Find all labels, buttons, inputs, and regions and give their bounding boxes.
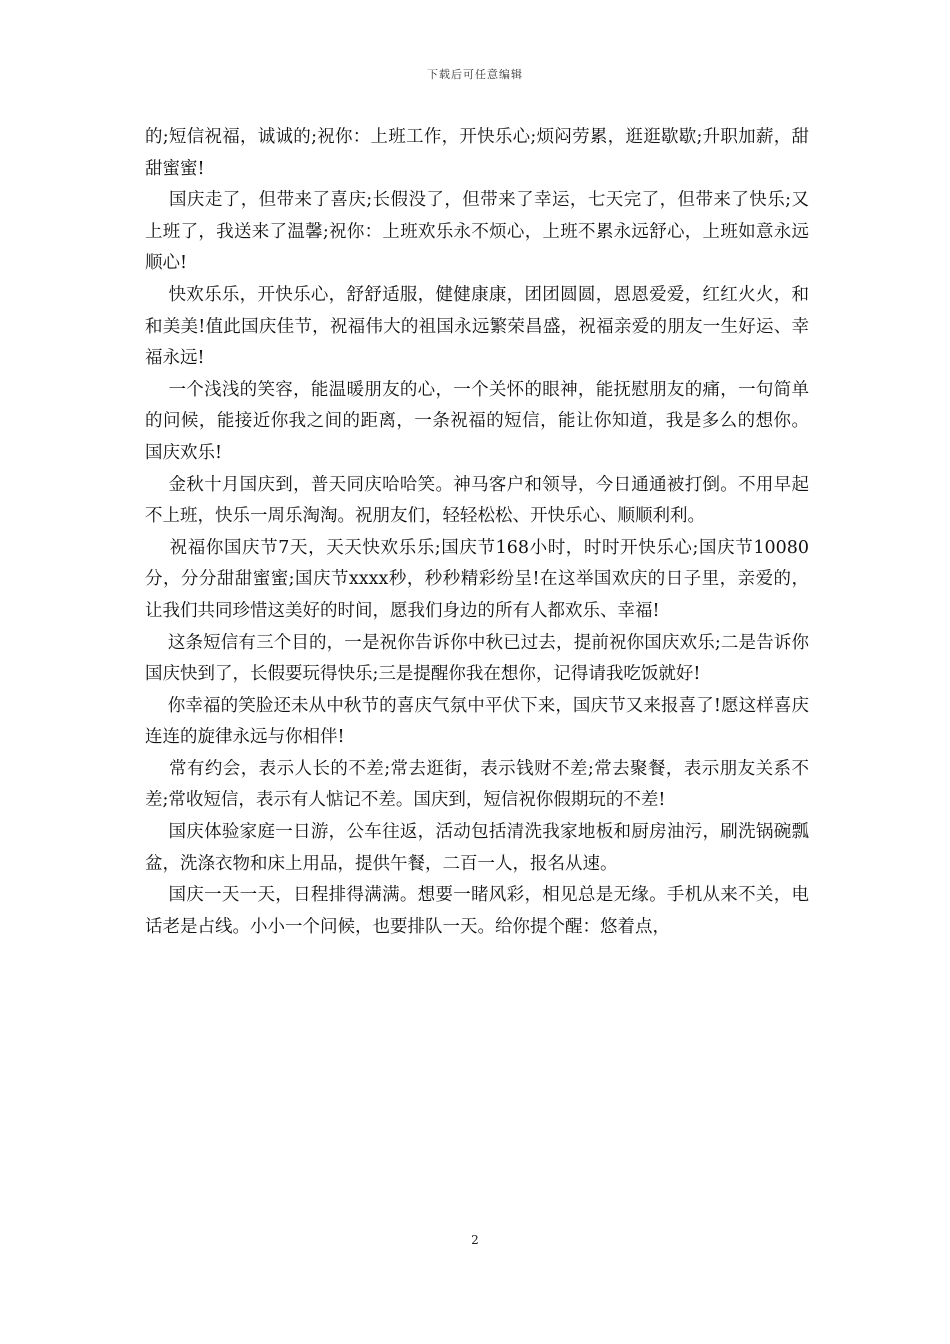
paragraph-3: 快欢乐乐，开快乐心，舒舒适服，健健康康，团团圆圆，恩恩爱爱，红红火火，和和美美!值此国庆佳节，祝福伟大的祖国永远繁荣昌盛，祝福亲爱的朋友一生好运、幸福永远! (145, 284, 809, 369)
document-body (145, 122, 809, 943)
paragraph-7: 这条短信有三个目的，一是祝你告诉你中秋已过去，提前祝你国庆欢乐;二是告诉你国庆快到了，长假要玩得快乐;三是提醒你我在想你，记得请我吃饭就好! (145, 632, 809, 685)
paragraph-6: 祝福你国庆节7天，天天快欢乐乐;国庆节168小时，时时开快乐心;国庆节10080分，分分甜甜蜜蜜;国庆节xxxx秒，秒秒精彩纷呈!在这举国欢庆的日子里，亲爱的，让我们共同珍惜这美好的时间，愿我们身边的所有人都欢乐、幸福! (145, 537, 809, 621)
paragraph-5: 金秋十月国庆到，普天同庆哈哈笑。神马客户和领导，今日通通被打倒。不用早起不上班，快乐一周乐淘淘。祝朋友们，轻轻松松、开快乐心、顺顺利利。 (145, 474, 809, 527)
paragraph-9: 常有约会，表示人长的不差;常去逛街，表示钱财不差;常去聚餐，表示朋友关系不差;常收短信，表示有人惦记不差。国庆到，短信祝你假期玩的不差! (145, 758, 809, 811)
paragraph-11: 国庆一天一天，日程排得满满。想要一睹风彩，相见总是无缘。手机从来不关，电话老是占线。小小一个问候，也要排队一天。给你提个醒：悠着点， (145, 885, 809, 937)
paragraph-1: 的;短信祝福，诚诚的;祝你：上班工作，开快乐心;烦闷劳累，逛逛歇歇;升职加薪，甜甜蜜蜜! (145, 127, 809, 179)
paragraph-8: 你幸福的笑脸还未从中秋节的喜庆气氛中平伏下来，国庆节又来报喜了!愿这样喜庆连连的旋律永远与你相伴! (145, 695, 809, 748)
page-header: 下载后可任意编辑 (427, 68, 523, 81)
page-number: 2 (471, 1233, 479, 1247)
paragraph-10: 国庆体验家庭一日游，公车往返，活动包括清洗我家地板和厨房油污，刷洗锅碗瓢盆，洗涤衣物和床上用品，提供午餐，二百一人，报名从速。 (145, 822, 809, 874)
paragraph-2: 国庆走了，但带来了喜庆;长假没了，但带来了幸运，七天完了，但带来了快乐;又上班了，我送来了温馨;祝你：上班欢乐永不烦心，上班不累永远舒心，上班如意永远顺心! (145, 190, 809, 274)
paragraph-4: 一个浅浅的笑容，能温暖朋友的心，一个关怀的眼神，能抚慰朋友的痛，一句简单的问候，能接近你我之间的距离，一条祝福的短信，能让你知道，我是多么的想你。国庆欢乐! (145, 379, 809, 463)
